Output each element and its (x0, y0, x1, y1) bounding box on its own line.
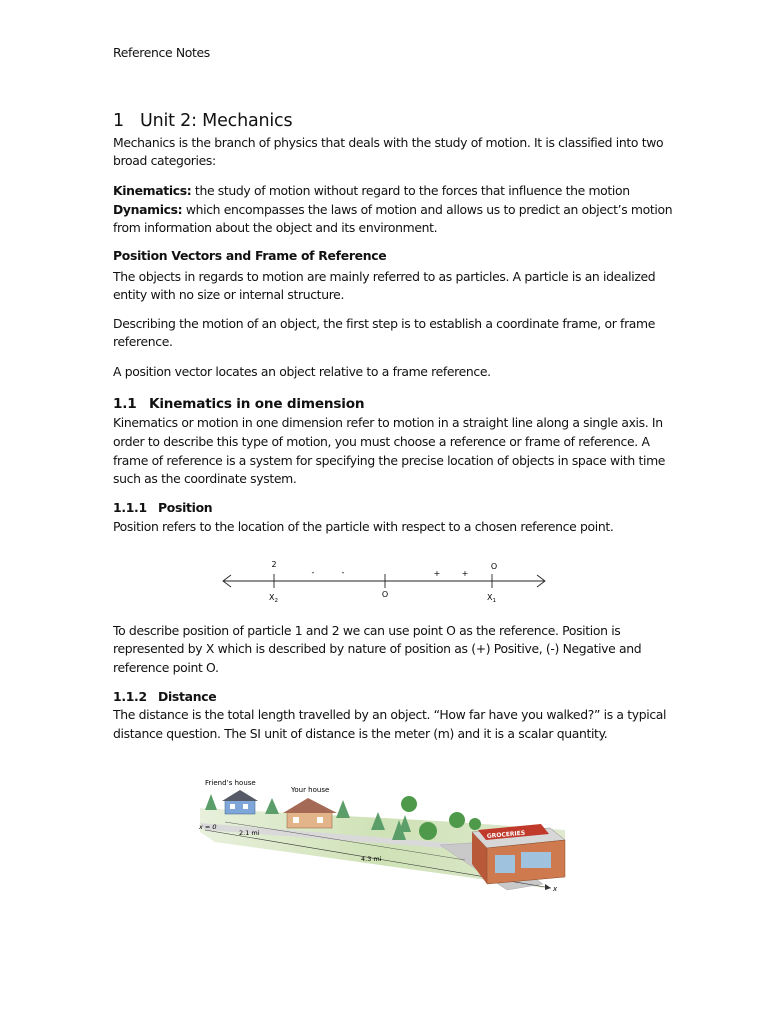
term: Kinematics: (113, 183, 192, 198)
plus-sign: + (433, 569, 441, 578)
paragraph-line: reference. (113, 334, 173, 349)
label-x-zero: x = 0 (199, 823, 217, 831)
paragraph-line: such as the coordinate system. (113, 471, 297, 486)
section-1-1-1-heading (113, 500, 212, 515)
minus-sign: - (341, 568, 345, 577)
label-x1: $X_1$ (487, 593, 496, 604)
paragraph-line: reference point O. (113, 660, 219, 675)
section-number: 1.1 (113, 396, 137, 412)
arrow-right-icon (545, 884, 551, 890)
definition: the study of motion without regard to the forces that influence the motion (191, 183, 630, 198)
section-number: 1.1.2 (113, 689, 147, 704)
label-origin: O (381, 590, 389, 599)
your-house-icon (283, 798, 337, 828)
label-your-house: Your house (291, 786, 330, 794)
section-title: Unit 2: Mechanics (140, 111, 293, 131)
paragraph-line: Kinematics or motion in one dimension refer to motion in a straight line along a single axis. In (113, 415, 663, 430)
paragraph-line: distance question. The SI unit of distance is the meter (m) and it is a scalar quantity. (113, 726, 608, 741)
axis-label: x (553, 885, 558, 893)
section-1-1-2-heading (113, 689, 216, 704)
section-title: Kinematics in one dimension (149, 396, 365, 412)
label-top-right: O (490, 562, 498, 571)
definition-dynamics (113, 201, 672, 220)
definition: which encompasses the laws of motion and allows us to predict an object’s motion (182, 202, 673, 217)
section-title: Distance (158, 689, 217, 704)
paragraph-line: A position vector locates an object relative to a frame reference. (113, 364, 491, 379)
definition-kinematics (113, 182, 630, 201)
paragraph-line: broad categories: (113, 153, 216, 168)
paragraph-line: To describe position of particle 1 and 2 we can use point O as the reference. Position is (113, 623, 621, 638)
paragraph-line: represented by X which is described by nature of position as (+) Positive, (-) Negative and (113, 641, 642, 656)
distance-illustration (195, 760, 570, 895)
friends-house-icon (222, 790, 258, 814)
paragraph-line: from information about the object and its environment. (113, 220, 438, 235)
paragraph-line: The distance is the total length travelled by an object. “How far have you walked?” is a typical (113, 707, 667, 722)
paragraph-line: frame of reference is a system for specifying the precise location of objects in space with time (113, 453, 666, 468)
label-distance-1: 2.1 mi (239, 829, 260, 837)
section-1-heading (113, 111, 292, 131)
label-friends-house: Friend’s house (205, 779, 256, 787)
label-distance-2: 4.3 mi (361, 855, 382, 863)
label-x2: $X_2$ (269, 593, 278, 604)
plus-sign: + (461, 569, 469, 578)
paragraph-line: Position refers to the location of the particle with respect to a chosen reference point. (113, 519, 614, 534)
section-title: Position (158, 500, 213, 515)
paragraph-line: entity with no size or internal structure. (113, 287, 345, 302)
subheading: Position Vectors and Frame of Reference (113, 248, 387, 263)
section-1-1-heading (113, 396, 364, 412)
minus-sign: - (311, 568, 315, 577)
paragraph-line: Describing the motion of an object, the first step is to establish a coordinate frame, or frame (113, 316, 656, 331)
section-number: 1.1.1 (113, 500, 147, 515)
label-top-left: 2 (271, 560, 277, 569)
section-number: 1 (113, 111, 124, 131)
grocery-store-icon (472, 824, 565, 884)
term: Dynamics: (113, 202, 183, 217)
store-sign: GROCERIES (486, 829, 526, 840)
paragraph-line: order to describe this type of motion, you must choose a reference or frame of reference. A (113, 434, 650, 449)
paragraph-line: Mechanics is the branch of physics that deals with the study of motion. It is classified into two (113, 135, 664, 150)
paragraph-line: The objects in regards to motion are mainly referred to as particles. A particle is an idealized (113, 269, 656, 284)
running-header: Reference Notes (113, 45, 210, 60)
number-line-diagram (215, 555, 555, 607)
